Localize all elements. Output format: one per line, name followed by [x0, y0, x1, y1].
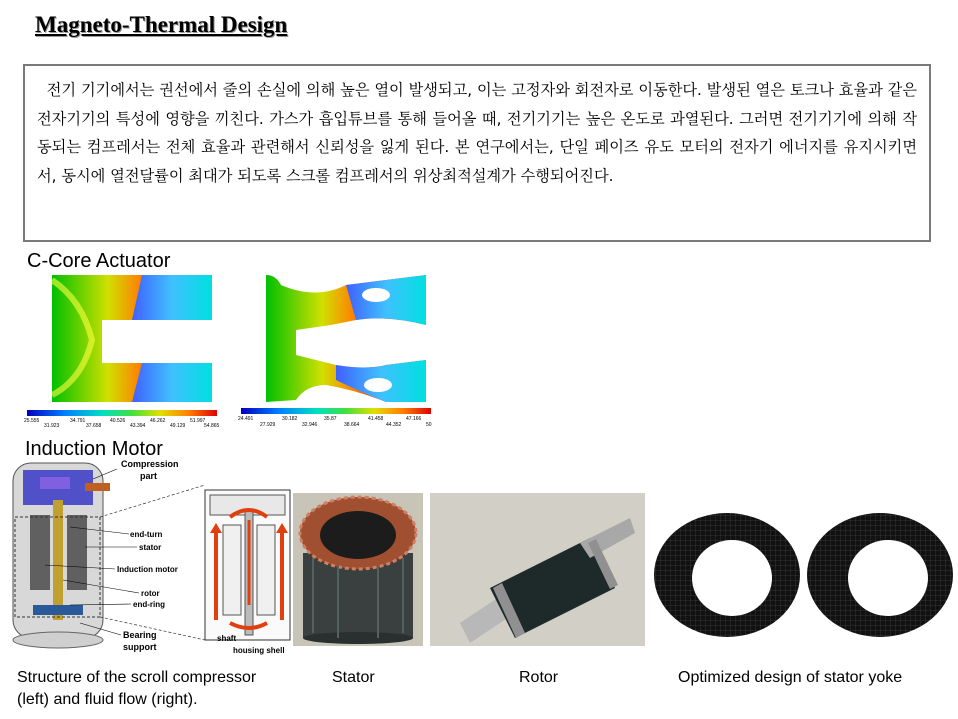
label-stator: stator — [139, 543, 162, 552]
c-core-temperature-plot-optimized — [236, 270, 436, 430]
colorbar-tick: 41.458 — [368, 416, 384, 422]
colorbar-tick: 34.791 — [70, 418, 86, 424]
colorbar-tick: 43.394 — [130, 423, 146, 429]
colorbar-tick: 25.555 — [24, 418, 40, 424]
colorbar-tick: 38.664 — [344, 422, 360, 428]
scroll-compressor-diagram — [5, 455, 295, 660]
label-end-turn: end-turn — [130, 530, 163, 539]
colorbar-tick: 27.929 — [260, 422, 276, 428]
rotor-caption: Rotor — [519, 669, 559, 686]
colorbar-tick: 54.865 — [204, 423, 220, 429]
c-core-temperature-plot-initial — [22, 270, 222, 430]
description-box — [23, 64, 931, 242]
optimized-stator-yoke-render — [650, 510, 955, 640]
colorbar-tick: 32.946 — [302, 422, 318, 428]
c-core-heading: C-Core Actuator — [27, 250, 171, 272]
colorbar-tick: 46.262 — [150, 418, 166, 424]
colorbar-tick: 47.166 — [406, 416, 422, 422]
induction-motor-heading: Induction Motor — [25, 438, 163, 460]
colorbar-tick: 49.129 — [170, 423, 186, 429]
label-part: part — [140, 471, 158, 481]
label-end-ring: end-ring — [133, 600, 165, 609]
stator-yoke-caption: Optimized design of stator yoke — [678, 669, 903, 686]
colorbar-tick: 40.526 — [110, 418, 126, 424]
colorbar-tick: 50 — [426, 422, 432, 428]
label-support: support — [123, 642, 157, 652]
label-bearing: Bearing — [123, 630, 157, 640]
rotor-photo — [430, 493, 645, 646]
label-compression: Compression — [121, 459, 179, 469]
label-induction-motor: Induction motor — [117, 565, 178, 574]
compressor-caption — [17, 667, 256, 711]
compressor-caption-line1: Structure of the scroll compressor — [17, 669, 257, 686]
colorbar-tick: 44.352 — [386, 422, 402, 428]
colorbar-tick: 30.182 — [282, 416, 298, 422]
page-title: Magneto-Thermal Design — [35, 12, 288, 37]
stator-caption: Stator — [332, 669, 375, 686]
colorbar-tick: 51.997 — [190, 418, 206, 424]
colorbar-tick: 35.87 — [324, 416, 337, 422]
colorbar-tick: 31.923 — [44, 423, 60, 429]
label-rotor: rotor — [141, 589, 160, 598]
colorbar-tick: 37.658 — [86, 423, 102, 429]
compressor-caption-line2: (left) and fluid flow (right). — [17, 691, 198, 708]
stator-photo — [293, 493, 423, 646]
colorbar-tick: 24.491 — [238, 416, 254, 422]
label-shaft: shaft — [217, 634, 237, 643]
description-text: 전기 기기에서는 권선에서 줄의 손실에 의해 높은 열이 발생되고, 이는 고정자와 회전자로 이동한다. 발생된 열은 토크나 효율과 같은 전자기기의 특성에 영향을 끼친다. 가스가 흡입튜브를 통해 들어올 때, 전기기기는 높은 온도로 과열된다. 그러면 전기기기에 의해 작동되는 컴프레서는 전체 효율과 관련해서 신뢰성을 잃게 된다. 본 연구에서는, 단일 페이즈 유도 모터의 전자기 에너지를 유지시키면서, 동시에 열전달률이 최대가 되도록 스크롤 컴프레서의 위상최적설계가 수행되어진다. — [37, 81, 922, 185]
label-housing-shell: housing shell — [233, 646, 285, 655]
